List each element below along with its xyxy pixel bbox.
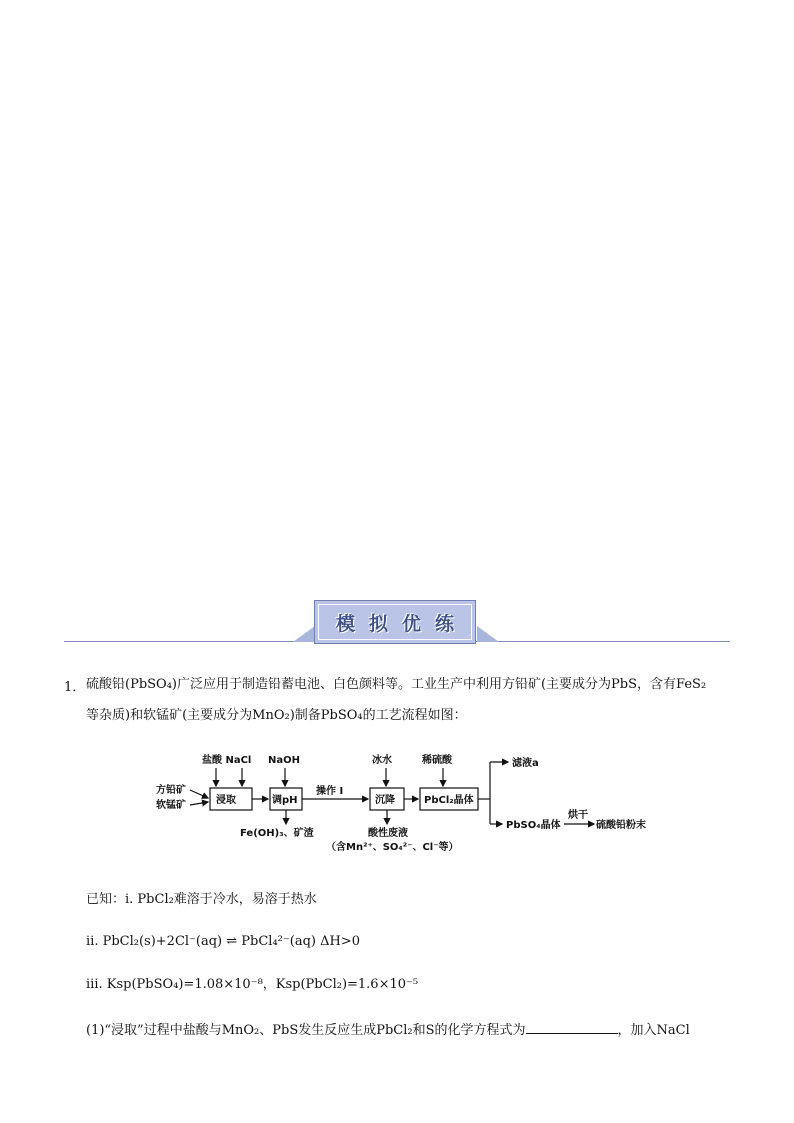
step-crystal: PbCl₂晶体 [424,795,474,806]
question-line-2: 等杂质)和软锰矿(主要成分为MnO₂)制备PbSO₄的工艺流程如图： [86,708,467,723]
reagent-acid: 稀硫酸 [422,755,452,766]
banner-left-wing [293,626,315,642]
subquestion-1-tail: ，加入NaCl [617,1023,690,1038]
operation-label: 操作 I [316,786,344,797]
final-product: 硫酸铅粉末 [596,820,646,831]
process-flowchart [150,748,670,858]
step-ph: 调pH [272,795,298,806]
question-number: 1． [64,680,86,695]
known-iii: ⅲ. Ksp(PbSO₄)=1.08×10⁻⁸，Ksp(PbCl₂)=1.6×10⁻⁵ [86,977,419,992]
byproduct-ph: Fe(OH)₃、矿渣 [240,828,314,839]
arrow-galena [190,790,208,798]
waste-liquid: 酸性废液 [368,828,408,839]
known-i: 已知：ⅰ. PbCl₂难溶于冷水，易溶于热水 [86,892,317,907]
question-line-1: 硫酸铅(PbSO₄)广泛应用于制造铅蓄电池、白色颜料等。工业生产中利用方铅矿(主要成分为PbS，含有FeS₂ [86,677,707,692]
waste-note: （含Mn²⁺、SO₄²⁻、Cl⁻等） [326,842,459,853]
section-banner [314,600,476,644]
arrow-pyrolusite [190,802,208,805]
output-pbso4-crystal: PbSO₄晶体 [506,820,561,831]
known-ii: ⅱ. PbCl₂(s)+2Cl⁻(aq) ⇌ PbCl₄²⁻(aq) ΔH>0 [86,934,360,949]
banner-inner-frame [318,604,472,640]
step-leach: 浸取 [216,795,236,806]
subquestion-1 [86,1021,690,1040]
banner-right-wing [477,626,499,642]
subquestion-1-text: (1)“浸取”过程中盐酸与MnO₂、PbS发生反应生成PbCl₂和S的化学方程式为 [86,1023,526,1038]
reagent-leach: 盐酸 NaCl [202,755,252,766]
reagent-cool: 冰水 [372,755,392,766]
banner-title: 模拟优练 [335,612,468,635]
answer-blank[interactable] [526,1021,618,1034]
dry-label: 烘干 [568,810,588,821]
reagent-ph: NaOH [268,755,300,766]
input-galena: 方铅矿 [156,785,186,796]
output-filtrate: 滤液a [512,758,539,769]
step-settle: 沉降 [375,795,395,806]
input-pyrolusite: 软锰矿 [156,800,186,811]
